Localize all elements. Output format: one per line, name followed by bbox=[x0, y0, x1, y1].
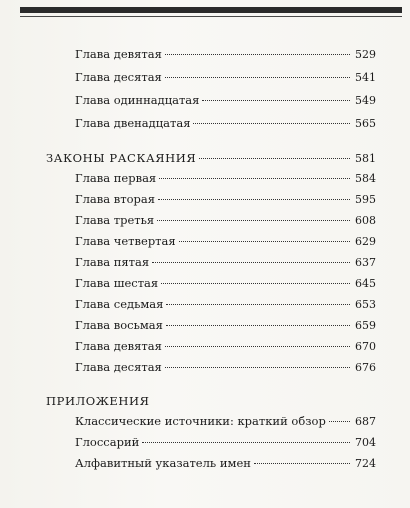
dot-leader bbox=[166, 325, 350, 326]
toc-entry[interactable] bbox=[75, 116, 376, 131]
section-title: ПРИЛОЖЕНИЯ bbox=[46, 394, 150, 408]
toc-entry[interactable] bbox=[75, 213, 376, 228]
dot-leader bbox=[165, 367, 350, 368]
toc-entry-page: 595 bbox=[355, 193, 376, 206]
toc-entry-page: 670 bbox=[355, 340, 376, 353]
toc-entry[interactable] bbox=[75, 192, 376, 207]
toc-entry-page: 687 bbox=[355, 415, 376, 428]
dot-leader bbox=[142, 442, 350, 443]
dot-leader bbox=[193, 123, 350, 124]
dot-leader bbox=[158, 199, 350, 200]
toc-entry[interactable] bbox=[75, 297, 376, 312]
toc-section-heading[interactable] bbox=[46, 151, 376, 166]
dot-leader bbox=[165, 346, 350, 347]
toc-entry[interactable] bbox=[75, 339, 376, 354]
toc-entry-title: Глава девятая bbox=[75, 339, 162, 353]
toc-entry-title: Алфавитный указатель имен bbox=[75, 456, 251, 470]
toc-entry-page: 704 bbox=[355, 436, 376, 449]
section-page: 581 bbox=[355, 152, 376, 165]
toc-entry-page: 637 bbox=[355, 256, 376, 269]
toc-entry-title: Глава четвертая bbox=[75, 234, 176, 248]
toc-entry[interactable] bbox=[75, 171, 376, 186]
toc-entry-page: 629 bbox=[355, 235, 376, 248]
dot-leader bbox=[165, 77, 350, 78]
toc-entry-title: Глава восьмая bbox=[75, 318, 163, 332]
toc-entry-title: Глава шестая bbox=[75, 276, 159, 290]
dot-leader bbox=[165, 54, 350, 55]
toc-entry-title: Глоссарий bbox=[75, 435, 140, 449]
toc-entry-title: Глава девятая bbox=[75, 47, 162, 61]
toc-entry-page: 676 bbox=[355, 361, 376, 374]
dot-leader bbox=[159, 178, 350, 179]
dot-leader bbox=[199, 158, 350, 159]
toc-entry-page: 584 bbox=[355, 172, 376, 185]
toc-entry[interactable] bbox=[75, 93, 376, 108]
toc-entry-title: Глава третья bbox=[75, 213, 155, 227]
dot-leader bbox=[152, 262, 350, 263]
toc-entry-title: Глава первая bbox=[75, 171, 157, 185]
dot-leader bbox=[254, 463, 350, 464]
toc-entry[interactable] bbox=[75, 360, 376, 375]
toc-entry-title: Глава вторая bbox=[75, 192, 155, 206]
toc-entry[interactable] bbox=[75, 318, 376, 333]
toc-entry[interactable] bbox=[75, 234, 376, 249]
toc-entry[interactable] bbox=[75, 435, 376, 450]
dot-leader bbox=[161, 283, 350, 284]
toc-entry-page: 608 bbox=[355, 214, 376, 227]
toc-entry-title: Глава десятая bbox=[75, 360, 162, 374]
dot-leader bbox=[202, 100, 350, 101]
toc-entry[interactable] bbox=[75, 70, 376, 85]
toc-entry-page: 549 bbox=[355, 94, 376, 107]
section-title: ЗАКОНЫ РАСКАЯНИЯ bbox=[46, 151, 197, 165]
dot-leader bbox=[157, 220, 350, 221]
toc-entry-page: 724 bbox=[355, 457, 376, 470]
toc-entry-title: Глава десятая bbox=[75, 70, 162, 84]
toc-entry-title: Глава седьмая bbox=[75, 297, 164, 311]
toc-section-heading[interactable] bbox=[46, 394, 152, 408]
toc-entry-title: Глава двенадцатая bbox=[75, 116, 191, 130]
toc-entry-page: 659 bbox=[355, 319, 376, 332]
dot-leader bbox=[329, 421, 350, 422]
toc-entry-page: 653 bbox=[355, 298, 376, 311]
toc-entry-page: 541 bbox=[355, 71, 376, 84]
toc-entry-page: 529 bbox=[355, 48, 376, 61]
toc-entry[interactable] bbox=[75, 414, 376, 429]
toc-entry-page: 565 bbox=[355, 117, 376, 130]
dot-leader bbox=[166, 304, 350, 305]
toc-entry-page: 645 bbox=[355, 277, 376, 290]
toc-entry-title: Глава одиннадцатая bbox=[75, 93, 200, 107]
toc-entry-title: Глава пятая bbox=[75, 255, 150, 269]
toc-entry[interactable] bbox=[75, 47, 376, 62]
toc-entry[interactable] bbox=[75, 456, 376, 471]
toc-entry-title: Классические источники: краткий обзор bbox=[75, 414, 326, 428]
toc-entry[interactable] bbox=[75, 276, 376, 291]
dot-leader bbox=[179, 241, 350, 242]
toc-entry[interactable] bbox=[75, 255, 376, 270]
